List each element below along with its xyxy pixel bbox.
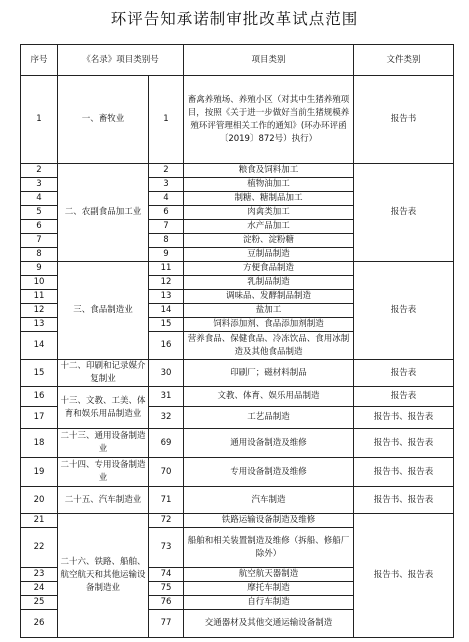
row-project: 营养食品、保健食品、冷冻饮品、食用冰制造及其他食品制造 [184, 332, 354, 360]
row-project: 饲料添加剂、食品添加剂制造 [184, 318, 354, 332]
row-doc: 报告表 [354, 164, 454, 262]
row-code: 14 [149, 304, 184, 318]
row-project: 专用设备制造及维修 [184, 458, 354, 487]
row-seq: 13 [21, 318, 58, 332]
row-project: 方便食品制造 [184, 262, 354, 276]
row-seq: 14 [21, 332, 58, 360]
row-code: 1 [149, 76, 184, 164]
row-project: 豆制品制造 [184, 248, 354, 262]
row-project: 调味品、发酵制品制造 [184, 290, 354, 304]
row-seq: 3 [21, 178, 58, 192]
row-section: 十二、印刷和记录媒介复制业 [58, 360, 149, 387]
row-code: 9 [149, 248, 184, 262]
row-seq: 12 [21, 304, 58, 318]
row-code: 76 [149, 596, 184, 610]
row-doc: 报告书、报告表 [354, 429, 454, 458]
row-project: 乳制品制造 [184, 276, 354, 290]
table-row [21, 429, 454, 458]
row-code: 77 [149, 610, 184, 638]
row-project: 淀粉、淀粉糖 [184, 234, 354, 248]
row-project: 汽车制造 [184, 487, 354, 514]
row-section: 二十五、汽车制造业 [58, 487, 149, 514]
row-seq: 23 [21, 568, 58, 582]
row-code: 72 [149, 514, 184, 528]
table-row [21, 76, 454, 164]
row-doc: 报告书、报告表 [354, 487, 454, 514]
row-section: 二十四、专用设备制造业 [58, 458, 149, 487]
row-code: 7 [149, 220, 184, 234]
row-code: 2 [149, 164, 184, 178]
document-title: 环评告知承诺制审批改革试点范围 [110, 10, 359, 28]
row-seq: 2 [21, 164, 58, 178]
row-project: 盐加工 [184, 304, 354, 318]
row-code: 15 [149, 318, 184, 332]
table-row [21, 514, 454, 528]
row-seq: 21 [21, 514, 58, 528]
row-project: 植物油加工 [184, 178, 354, 192]
row-seq: 9 [21, 262, 58, 276]
row-project: 铁路运输设备制造及维修 [184, 514, 354, 528]
row-seq: 7 [21, 234, 58, 248]
row-seq: 8 [21, 248, 58, 262]
row-seq: 10 [21, 276, 58, 290]
row-code: 73 [149, 528, 184, 568]
row-code: 75 [149, 582, 184, 596]
row-code: 30 [149, 360, 184, 387]
row-seq: 16 [21, 387, 58, 407]
row-code: 11 [149, 262, 184, 276]
row-section: 十三、文教、工美、体育和娱乐用品制造业 [58, 387, 149, 429]
table-row [21, 360, 454, 387]
row-doc: 报告表 [354, 387, 454, 407]
row-seq: 20 [21, 487, 58, 514]
row-doc: 报告表 [354, 262, 454, 360]
row-seq: 25 [21, 596, 58, 610]
row-seq: 24 [21, 582, 58, 596]
row-doc: 报告书 [354, 76, 454, 164]
row-project: 粮食及饲料加工 [184, 164, 354, 178]
row-section: 二十三、通用设备制造业 [58, 429, 149, 458]
row-code: 6 [149, 206, 184, 220]
table-row [21, 458, 454, 487]
row-code: 3 [149, 178, 184, 192]
row-code: 16 [149, 332, 184, 360]
row-code: 8 [149, 234, 184, 248]
row-project: 摩托车制造 [184, 582, 354, 596]
row-code: 71 [149, 487, 184, 514]
row-project: 通用设备制造及维修 [184, 429, 354, 458]
row-code: 31 [149, 387, 184, 407]
row-project: 文教、体育、娱乐用品制造 [184, 387, 354, 407]
row-code: 13 [149, 290, 184, 304]
row-code: 74 [149, 568, 184, 582]
row-seq: 26 [21, 610, 58, 638]
row-section: 二十六、铁路、船舶、航空航天和其他运输设备制造业 [58, 514, 149, 638]
row-seq: 19 [21, 458, 58, 487]
row-section: 三、食品制造业 [58, 262, 149, 360]
row-code: 69 [149, 429, 184, 458]
row-code: 4 [149, 192, 184, 206]
row-code: 12 [149, 276, 184, 290]
table-row [21, 387, 454, 407]
header-doc: 文件类别 [354, 45, 454, 76]
row-seq: 4 [21, 192, 58, 206]
row-code: 70 [149, 458, 184, 487]
row-section: 二、农副食品加工业 [58, 164, 149, 262]
row-project: 工艺品制造 [184, 407, 354, 429]
table-header-row [21, 45, 454, 76]
header-seq: 序号 [21, 45, 58, 76]
row-doc: 报告书、报告表 [354, 458, 454, 487]
row-project: 制糖、糖制品加工 [184, 192, 354, 206]
row-project: 印刷厂；磁材料制品 [184, 360, 354, 387]
header-project: 项目类别 [184, 45, 354, 76]
row-project: 交通器材及其他交通运输设备制造 [184, 610, 354, 638]
row-seq: 22 [21, 528, 58, 568]
row-project: 水产品加工 [184, 220, 354, 234]
row-doc: 报告表 [354, 360, 454, 387]
table-row [21, 487, 454, 514]
row-seq: 6 [21, 220, 58, 234]
row-project: 肉禽类加工 [184, 206, 354, 220]
row-seq: 5 [21, 206, 58, 220]
scope-table [20, 44, 454, 638]
row-seq: 15 [21, 360, 58, 387]
row-section: 一、畜牧业 [58, 76, 149, 164]
row-seq: 18 [21, 429, 58, 458]
row-seq: 17 [21, 407, 58, 429]
row-project: 畜禽养殖场、养殖小区（对其中生猪养殖项目，按照《关于进一步做好当前生猪规模养殖环评管理相关工作的通知》(环办环评函〔2019〕872号）执行） [184, 76, 354, 164]
row-seq: 11 [21, 290, 58, 304]
row-doc: 报告书、报告表 [354, 514, 454, 638]
table-row [21, 262, 454, 276]
row-seq: 1 [21, 76, 58, 164]
row-project: 自行车制造 [184, 596, 354, 610]
row-doc: 报告书、报告表 [354, 407, 454, 429]
row-project: 船舶和相关装置制造及维修（拆船、修船厂除外） [184, 528, 354, 568]
row-code: 32 [149, 407, 184, 429]
header-catalog: 《名录》项目类别号 [58, 45, 184, 76]
row-project: 航空航天器制造 [184, 568, 354, 582]
table-row [21, 164, 454, 178]
